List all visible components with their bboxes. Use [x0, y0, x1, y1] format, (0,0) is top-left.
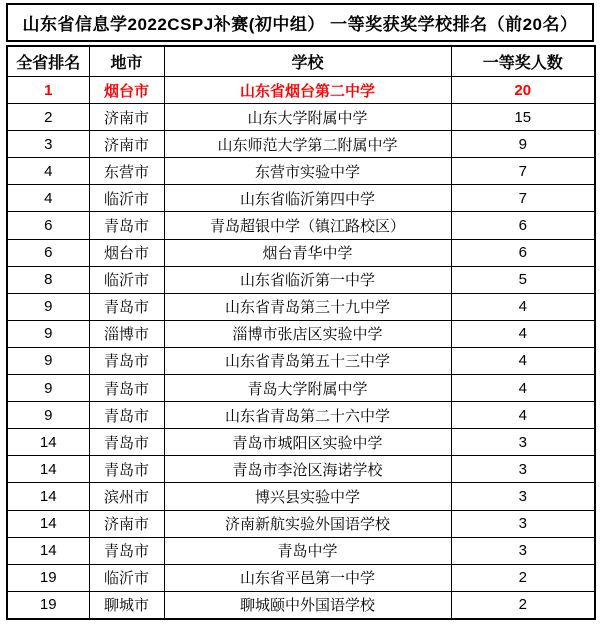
count-cell: 3	[451, 510, 595, 537]
table-row	[7, 266, 595, 293]
city-cell: 青岛市	[89, 456, 164, 483]
header-school: 学校	[164, 46, 451, 77]
count-cell: 4	[451, 402, 595, 429]
rank-cell: 19	[7, 564, 89, 591]
rank-cell: 14	[7, 429, 89, 456]
count-cell: 3	[451, 537, 595, 564]
city-cell: 青岛市	[89, 537, 164, 564]
school-cell: 山东省烟台第二中学	[164, 77, 451, 104]
rank-cell: 14	[7, 456, 89, 483]
rank-cell: 9	[7, 402, 89, 429]
table-body	[7, 77, 595, 620]
city-cell: 烟台市	[89, 77, 164, 104]
school-cell: 山东大学附属中学	[164, 104, 451, 131]
rank-cell: 14	[7, 510, 89, 537]
count-cell: 20	[451, 77, 595, 104]
table-row	[7, 320, 595, 347]
count-cell: 4	[451, 347, 595, 374]
table-row	[7, 429, 595, 456]
table-row	[7, 185, 595, 212]
city-cell: 青岛市	[89, 375, 164, 402]
table-row	[7, 239, 595, 266]
rank-cell: 9	[7, 320, 89, 347]
rank-cell: 6	[7, 239, 89, 266]
count-cell: 4	[451, 293, 595, 320]
count-cell: 2	[451, 591, 595, 619]
table-row	[7, 402, 595, 429]
school-cell: 青岛超银中学（镇江路校区）	[164, 212, 451, 239]
header-rank: 全省排名	[7, 46, 89, 77]
page-title: 山东省信息学2022CSPJ补赛(初中组） 一等奖获奖学校排名（前20名）	[6, 3, 594, 42]
rank-cell: 14	[7, 483, 89, 510]
city-cell: 东营市	[89, 158, 164, 185]
count-cell: 7	[451, 158, 595, 185]
school-cell: 山东师范大学第二附属中学	[164, 131, 451, 158]
count-cell: 7	[451, 185, 595, 212]
school-cell: 山东省青岛第三十九中学	[164, 293, 451, 320]
rank-cell: 14	[7, 537, 89, 564]
count-cell: 4	[451, 375, 595, 402]
rank-cell: 1	[7, 77, 89, 104]
school-cell: 山东省临沂第四中学	[164, 185, 451, 212]
table-row	[7, 375, 595, 402]
count-cell: 2	[451, 564, 595, 591]
rank-cell: 8	[7, 266, 89, 293]
school-cell: 青岛市城阳区实验中学	[164, 429, 451, 456]
school-cell: 烟台青华中学	[164, 239, 451, 266]
rank-cell: 6	[7, 212, 89, 239]
rank-cell: 9	[7, 347, 89, 374]
rank-cell: 4	[7, 185, 89, 212]
header-count: 一等奖人数	[451, 46, 595, 77]
school-cell: 山东省平邑第一中学	[164, 564, 451, 591]
city-cell: 青岛市	[89, 293, 164, 320]
city-cell: 济南市	[89, 510, 164, 537]
school-cell: 聊城颐中外国语学校	[164, 591, 451, 619]
school-cell: 淄博市张店区实验中学	[164, 320, 451, 347]
count-cell: 9	[451, 131, 595, 158]
city-cell: 青岛市	[89, 402, 164, 429]
table-row	[7, 564, 595, 591]
city-cell: 临沂市	[89, 185, 164, 212]
city-cell: 青岛市	[89, 212, 164, 239]
table-row	[7, 77, 595, 104]
table-row	[7, 347, 595, 374]
school-cell: 博兴县实验中学	[164, 483, 451, 510]
count-cell: 3	[451, 456, 595, 483]
school-cell: 济南新航实验外国语学校	[164, 510, 451, 537]
city-cell: 临沂市	[89, 266, 164, 293]
table-row	[7, 212, 595, 239]
rank-cell: 4	[7, 158, 89, 185]
count-cell: 5	[451, 266, 595, 293]
count-cell: 6	[451, 239, 595, 266]
table-row	[7, 104, 595, 131]
rank-cell: 3	[7, 131, 89, 158]
school-cell: 青岛中学	[164, 537, 451, 564]
table-row	[7, 456, 595, 483]
table-row	[7, 483, 595, 510]
city-cell: 临沂市	[89, 564, 164, 591]
rank-cell: 9	[7, 375, 89, 402]
school-cell: 青岛大学附属中学	[164, 375, 451, 402]
city-cell: 聊城市	[89, 591, 164, 619]
table-row	[7, 158, 595, 185]
school-cell: 山东省青岛第五十三中学	[164, 347, 451, 374]
city-cell: 滨州市	[89, 483, 164, 510]
school-cell: 山东省青岛第二十六中学	[164, 402, 451, 429]
school-cell: 青岛市李沧区海诺学校	[164, 456, 451, 483]
count-cell: 6	[451, 212, 595, 239]
rank-cell: 19	[7, 591, 89, 619]
school-cell: 山东省临沂第一中学	[164, 266, 451, 293]
count-cell: 15	[451, 104, 595, 131]
table-row	[7, 591, 595, 619]
table-header-row	[7, 46, 595, 77]
city-cell: 淄博市	[89, 320, 164, 347]
table-row	[7, 537, 595, 564]
city-cell: 济南市	[89, 131, 164, 158]
city-cell: 青岛市	[89, 429, 164, 456]
rank-cell: 2	[7, 104, 89, 131]
header-city: 地市	[89, 46, 164, 77]
count-cell: 3	[451, 429, 595, 456]
table-row	[7, 131, 595, 158]
table-row	[7, 293, 595, 320]
ranking-table	[6, 45, 596, 620]
city-cell: 济南市	[89, 104, 164, 131]
table-row	[7, 510, 595, 537]
city-cell: 青岛市	[89, 347, 164, 374]
rank-cell: 9	[7, 293, 89, 320]
school-cell: 东营市实验中学	[164, 158, 451, 185]
count-cell: 4	[451, 320, 595, 347]
count-cell: 3	[451, 483, 595, 510]
city-cell: 烟台市	[89, 239, 164, 266]
